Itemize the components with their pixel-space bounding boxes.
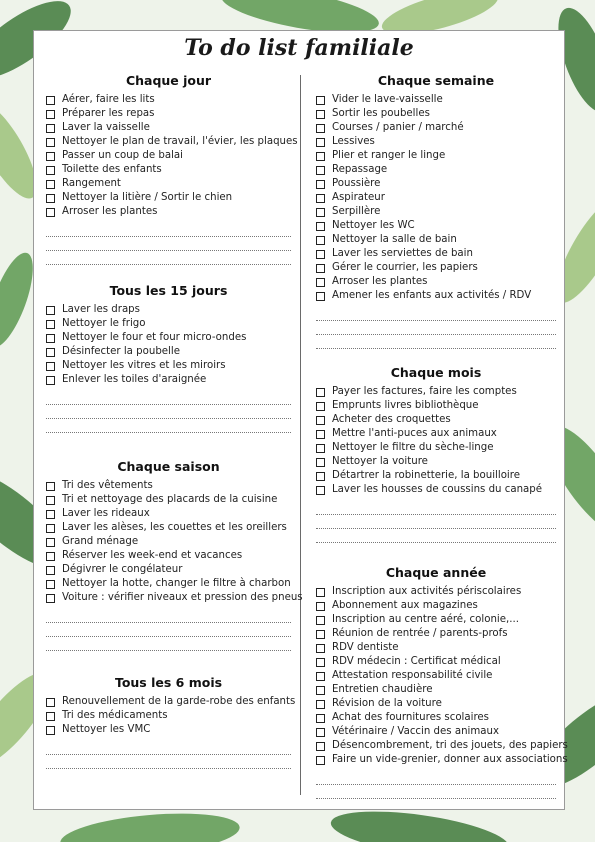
checklist-item-label: Nettoyer les WC [332,220,415,231]
section-heading: Chaque semaine [377,73,495,88]
checklist-item-label: Inscription au centre aéré, colonie,... [332,614,519,625]
checklist-item [316,399,556,413]
checklist-item [316,753,568,767]
checklist-item-label: Nettoyer la hotte, changer le filtre à charbon [62,578,291,589]
checklist-item [46,577,291,591]
checkbox[interactable] [46,496,55,505]
checklist-item-label: Nettoyer le plan de travail, l'évier, les plaques [62,136,298,147]
checklist-item [46,303,291,317]
checklist-item-label: Laver les serviettes de bain [332,248,473,259]
checkbox[interactable] [46,712,55,721]
blank-lines [46,391,291,433]
checklist-item [316,219,556,233]
checklist-item [316,107,556,121]
checklist-item-label: Voiture : vérifier niveaux et pression des pneus [62,592,303,603]
checkbox[interactable] [316,166,325,175]
checkbox[interactable] [46,180,55,189]
checkbox[interactable] [46,538,55,547]
checklist-item [46,493,291,507]
checklist [46,479,303,605]
checklist-item [316,669,556,683]
checklist [316,385,556,497]
dotted-write-in-line[interactable] [46,237,291,251]
checklist-item-label: Grand ménage [62,536,139,547]
checkbox[interactable] [46,552,55,561]
checkbox[interactable] [46,96,55,105]
checklist-item-label: Sortir les poubelles [332,108,430,119]
checkbox[interactable] [316,194,325,203]
section-chaque-semaine [316,73,556,349]
checkbox[interactable] [316,644,325,653]
checklist-item-label: Gérer le courrier, les papiers [332,262,478,273]
section-tous-6-mois [46,675,296,769]
dotted-write-in-line[interactable] [46,741,291,755]
checkbox[interactable] [46,138,55,147]
checklist-item-label: Aspirateur [332,192,385,203]
checklist-item-label: Attestation responsabilité civile [332,670,493,681]
dotted-write-in-line[interactable] [316,529,556,543]
checklist-item-label: Plier et ranger le linge [332,150,446,161]
checklist-item-label: Arroser les plantes [62,206,158,217]
checkbox[interactable] [316,402,325,411]
checklist-item [316,163,556,177]
section-heading: Chaque saison [117,459,220,474]
checklist-item [316,683,556,697]
section-heading: Tous les 15 jours [109,283,228,298]
dotted-write-in-line[interactable] [316,307,556,321]
checklist-item [316,261,556,275]
checklist-item-label: Réunion de rentrée / parents-profs [332,628,508,639]
checklist [46,93,298,219]
section-tous-15-jours [46,283,291,433]
checklist-item [316,599,556,613]
checklist-item [46,591,303,605]
checklist-item-label: Serpillère [332,206,381,217]
blank-lines [46,223,291,265]
checkbox[interactable] [316,124,325,133]
checklist-item-label: Laver les rideaux [62,508,150,519]
checklist-item [316,739,568,753]
checklist-item-label: Vétérinaire / Vaccin des animaux [332,726,500,737]
blank-lines [46,609,291,651]
page-title: To do list familiale [184,35,414,61]
checklist [316,93,556,303]
checkbox[interactable] [316,658,325,667]
checkbox[interactable] [316,222,325,231]
checkbox[interactable] [46,124,55,133]
checklist-item-label: Enlever les toiles d'araignée [62,374,207,385]
dotted-write-in-line[interactable] [316,501,556,515]
checkbox[interactable] [316,458,325,467]
checklist-item [46,205,291,219]
section-chaque-jour [46,73,298,265]
checkbox[interactable] [46,194,55,203]
checklist-item-label: Rangement [62,178,121,189]
checkbox[interactable] [316,486,325,495]
checkbox[interactable] [46,110,55,119]
checklist-item [316,455,556,469]
checkbox[interactable] [46,348,55,357]
checklist-item-label: Aérer, faire les lits [62,94,155,105]
checklist-item [316,655,556,669]
checkbox[interactable] [316,138,325,147]
checkbox[interactable] [316,264,325,273]
checkbox[interactable] [316,208,325,217]
checklist-item-label: Emprunts livres bibliothèque [332,400,479,411]
checklist-item [316,483,556,497]
checklist-item-label: Réserver les week-end et vacances [62,550,243,561]
checkbox[interactable] [316,686,325,695]
checkbox[interactable] [316,250,325,259]
checkbox[interactable] [46,726,55,735]
checklist-item [46,709,291,723]
checkbox[interactable] [316,630,325,639]
checklist-item-label: Laver les draps [62,304,140,315]
checkbox[interactable] [316,444,325,453]
dotted-write-in-line[interactable] [316,515,556,529]
checkbox[interactable] [316,700,325,709]
checklist-item [316,469,556,483]
checklist-item [46,93,291,107]
checklist-item-label: Laver la vaisselle [62,122,150,133]
checklist-item-label: Laver les housses de coussins du canapé [332,484,543,495]
checkbox[interactable] [316,152,325,161]
checklist-item-label: Acheter des croquettes [332,414,451,425]
checklist-item [46,345,291,359]
checklist-item-label: Tri des médicaments [62,710,168,721]
checklist-item [316,585,556,599]
checklist-item-label: Dégivrer le congélateur [62,564,183,575]
checklist-item-label: Laver les alèses, les couettes et les oreillers [62,522,287,533]
checkbox[interactable] [46,152,55,161]
checklist-item [316,247,556,261]
checklist-item [316,289,556,303]
dotted-write-in-line[interactable] [46,223,291,237]
checklist-item [46,107,291,121]
checklist-item-label: Révision de la voiture [332,698,442,709]
dotted-write-in-line[interactable] [46,609,291,623]
checklist-item-label: RDV dentiste [332,642,399,653]
checklist-item [46,695,296,709]
section-heading: Chaque année [385,565,487,580]
checkbox[interactable] [316,236,325,245]
column-divider [300,75,301,795]
checkbox[interactable] [316,588,325,597]
checklist-item [316,711,556,725]
checkbox[interactable] [316,602,325,611]
checklist-item-label: Préparer les repas [62,108,155,119]
checkbox[interactable] [46,306,55,315]
checklist-item [46,121,291,135]
checkbox[interactable] [46,594,55,603]
checklist-item-label: Nettoyer les VMC [62,724,151,735]
checklist [46,303,291,387]
checklist-item [46,177,291,191]
checkbox[interactable] [46,698,55,707]
checklist-item [316,641,556,655]
checkbox[interactable] [46,482,55,491]
checklist-item [46,317,291,331]
checklist-item [316,233,556,247]
checkbox[interactable] [46,566,55,575]
checkbox[interactable] [316,278,325,287]
dotted-write-in-line[interactable] [316,321,556,335]
checklist-item [46,535,291,549]
checklist-item-label: Amener les enfants aux activités / RDV [332,290,532,301]
checkbox[interactable] [46,362,55,371]
checklist-item-label: Repassage [332,164,388,175]
checkbox[interactable] [316,110,325,119]
checklist-item-label: RDV médecin : Certificat médical [332,656,501,667]
checklist-item [316,93,556,107]
checkbox[interactable] [46,510,55,519]
checklist-item [46,135,298,149]
dotted-write-in-line[interactable] [316,771,556,785]
checklist-item [316,697,556,711]
section-heading: Tous les 6 mois [114,675,223,690]
checklist-item-label: Achat des fournitures scolaires [332,712,489,723]
checklist-item [316,385,556,399]
checkbox[interactable] [316,430,325,439]
checklist-item-label: Nettoyer la litière / Sortir le chien [62,192,233,203]
checklist-item-label: Nettoyer le frigo [62,318,146,329]
checkbox[interactable] [316,616,325,625]
section-chaque-saison [46,459,303,651]
checklist-item [316,725,556,739]
checkbox[interactable] [316,180,325,189]
checklist-item [46,163,291,177]
checklist-item-label: Poussière [332,178,381,189]
checklist-item [316,413,556,427]
checklist-item-label: Désinfecter la poubelle [62,346,180,357]
checklist-item-label: Vider le lave-vaisselle [332,94,443,105]
section-heading: Chaque jour [125,73,212,88]
checklist-item [316,135,556,149]
checklist-item [46,191,291,205]
checklist-item [46,521,291,535]
checklist-sheet [33,30,568,810]
checkbox[interactable] [316,672,325,681]
checklist-item [316,177,556,191]
section-chaque-annee [316,565,568,799]
checklist-item [46,359,291,373]
checklist-item [316,613,556,627]
checklist-item [316,427,556,441]
checklist-item-label: Arroser les plantes [332,276,428,287]
checklist-item-label: Nettoyer la voiture [332,456,428,467]
checklist-item-label: Tri et nettoyage des placards de la cuisine [62,494,278,505]
checklist [46,695,296,737]
dotted-write-in-line[interactable] [316,335,556,349]
checklist-item-label: Mettre l'anti-puces aux animaux [332,428,497,439]
dotted-write-in-line[interactable] [316,785,556,799]
checklist-item-label: Faire un vide-grenier, donner aux associations [332,754,568,765]
checkbox[interactable] [316,416,325,425]
checklist-item [46,149,291,163]
checkbox[interactable] [316,756,325,765]
checklist-item-label: Nettoyer le filtre du sèche-linge [332,442,494,453]
checkbox[interactable] [316,96,325,105]
checklist-item [46,563,291,577]
dotted-write-in-line[interactable] [46,405,291,419]
checklist-item-label: Désencombrement, tri des jouets, des papiers [332,740,568,751]
checklist-item-label: Nettoyer les vitres et les miroirs [62,360,226,371]
checklist-item [46,507,291,521]
checklist-item [46,331,291,345]
checklist-item-label: Courses / panier / marché [332,122,464,133]
checklist-item-label: Entretien chaudière [332,684,433,695]
checkbox[interactable] [46,166,55,175]
checkbox[interactable] [46,376,55,385]
checklist-item [46,549,291,563]
checklist-item [316,149,556,163]
checklist-item-label: Abonnement aux magazines [332,600,478,611]
checklist-item-label: Nettoyer la salle de bain [332,234,457,245]
dotted-write-in-line[interactable] [46,637,291,651]
checklist [316,585,568,767]
checklist-item [46,479,291,493]
section-chaque-mois [316,365,556,543]
checklist-item-label: Renouvellement de la garde-robe des enfants [62,696,296,707]
dotted-write-in-line[interactable] [46,251,291,265]
checklist-item-label: Détartrer la robinetterie, la bouilloire [332,470,520,481]
checkbox[interactable] [316,292,325,301]
checkbox[interactable] [46,524,55,533]
checklist-item [316,205,556,219]
checklist-item [316,627,556,641]
checkbox[interactable] [46,320,55,329]
dotted-write-in-line[interactable] [46,755,291,769]
checklist-item-label: Toilette des enfants [62,164,162,175]
checkbox[interactable] [316,742,325,751]
dotted-write-in-line[interactable] [46,419,291,433]
checklist-item [46,373,291,387]
checklist-item-label: Lessives [332,136,375,147]
checkbox[interactable] [46,208,55,217]
blank-lines [316,771,556,799]
blank-lines [46,741,291,769]
checkbox[interactable] [316,472,325,481]
checklist-item [316,275,556,289]
checklist-item-label: Nettoyer le four et four micro-ondes [62,332,247,343]
checklist-item-label: Inscription aux activités périscolaires [332,586,522,597]
checklist-item [46,723,291,737]
checkbox[interactable] [46,580,55,589]
checklist-item [316,441,556,455]
checkbox[interactable] [316,388,325,397]
checklist-item [316,191,556,205]
checklist-item-label: Passer un coup de balai [62,150,183,161]
checkbox[interactable] [316,714,325,723]
dotted-write-in-line[interactable] [46,391,291,405]
checkbox[interactable] [316,728,325,737]
checklist-item [316,121,556,135]
blank-lines [316,501,556,543]
dotted-write-in-line[interactable] [46,623,291,637]
blank-lines [316,307,556,349]
checklist-item-label: Tri des vêtements [62,480,153,491]
section-heading: Chaque mois [390,365,482,380]
checklist-item-label: Payer les factures, faire les comptes [332,386,517,397]
checkbox[interactable] [46,334,55,343]
